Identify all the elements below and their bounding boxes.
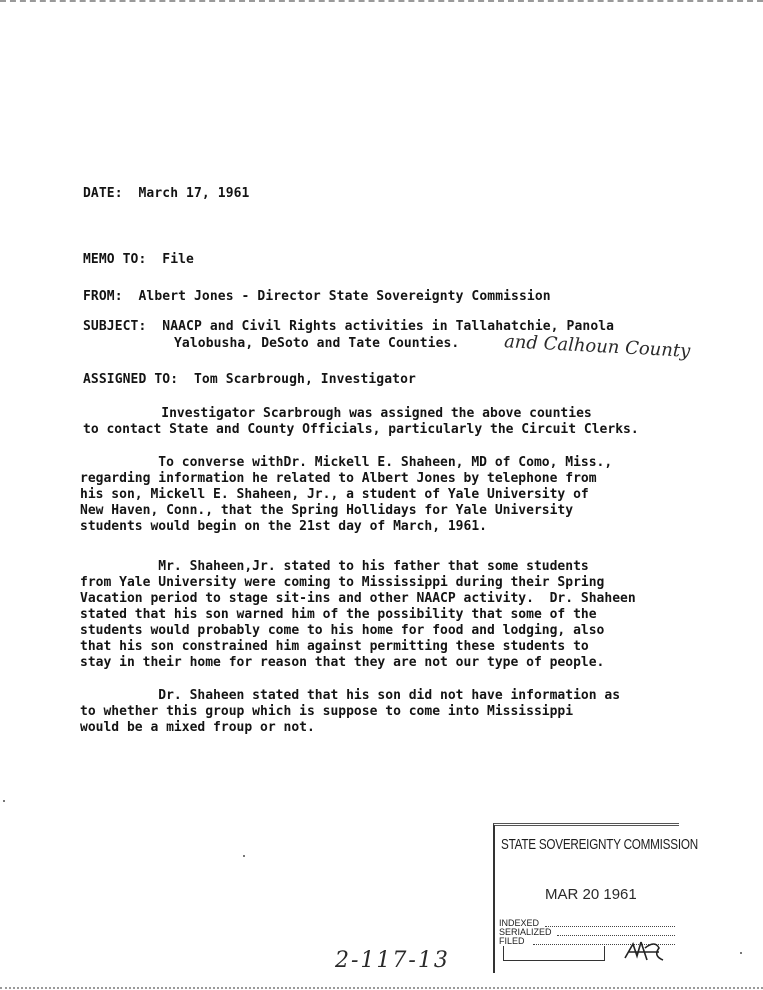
date-line xyxy=(83,186,249,202)
subject-handwritten-note: and Calhoun County xyxy=(503,331,691,362)
from-label: FROM: xyxy=(83,289,123,304)
from-line xyxy=(83,289,551,305)
assigned-line xyxy=(83,372,416,388)
file-number: 2-117-13 xyxy=(335,948,450,973)
assigned-label: ASSIGNED TO: xyxy=(83,372,179,387)
scan-speck xyxy=(3,800,5,802)
from-value: Albert Jones - Director State Sovereignty Commission xyxy=(138,289,551,304)
stamp-box xyxy=(503,946,605,961)
page-top-edge xyxy=(0,0,763,6)
stamp-indexed-dots xyxy=(545,926,675,927)
memo-to-label: MEMO TO: xyxy=(83,252,147,267)
scan-speck xyxy=(740,952,742,954)
stamp-indexed-label: INDEXED xyxy=(499,918,540,928)
stamp-serialized-dots xyxy=(557,935,675,936)
date-label: DATE: xyxy=(83,186,123,201)
memo-to-value: File xyxy=(162,252,194,267)
stamp-date: MAR 20 1961 xyxy=(545,886,637,903)
stamp-title: STATE SOVEREIGNTY COMMISSION xyxy=(501,836,698,853)
date-value: March 17, 1961 xyxy=(138,186,250,201)
stamp-serialized-label: SERIALIZED xyxy=(499,927,552,937)
subject-text-1: NAACP and Civil Rights activities in Tallahatchie, Panola xyxy=(162,319,615,334)
subject-label: SUBJECT: xyxy=(83,319,147,334)
handwritten-initials-icon xyxy=(623,938,667,964)
received-stamp xyxy=(493,823,698,973)
page-bottom-edge xyxy=(0,983,763,989)
scan-speck xyxy=(243,855,245,857)
stamp-filed-label: FILED xyxy=(499,936,525,946)
assigned-value: Tom Scarbrough, Investigator xyxy=(193,372,416,387)
body-paragraph-2: To converse withDr. Mickell E. Shaheen, MD of Como, Miss., regarding information he related to Albert Jones by telephone from his son, Mickell E. Shaheen, Jr., a student of Yale University of New Haven, Conn., that the Spring Hollidays for Yale University students would begin on the 21st day of March, 1961. xyxy=(80,455,613,534)
subject-text-2: Yalobusha, DeSoto and Tate Counties. xyxy=(174,336,460,351)
memo-to-line xyxy=(83,252,194,268)
body-paragraph-1: Investigator Scarbrough was assigned the above counties to contact State and County Officials, particularly the Circuit Clerks. xyxy=(83,406,639,437)
body-paragraph-3: Mr. Shaheen,Jr. stated to his father that some students from Yale University were coming to Mississippi during their Spring Vacation period to stage sit-ins and other NAACP activity. Dr. Shaheen stated that his son warned him of the possibility that some of the students would probably come to his home for food and lodging, also that his son constrained him against permitting these students to stay in their home for reason that they are not our type of people. xyxy=(80,559,636,670)
body-paragraph-4: Dr. Shaheen stated that his son did not have information as to whether this group which is suppose to come into Mississippi would be a mixed froup or not. xyxy=(80,688,621,735)
